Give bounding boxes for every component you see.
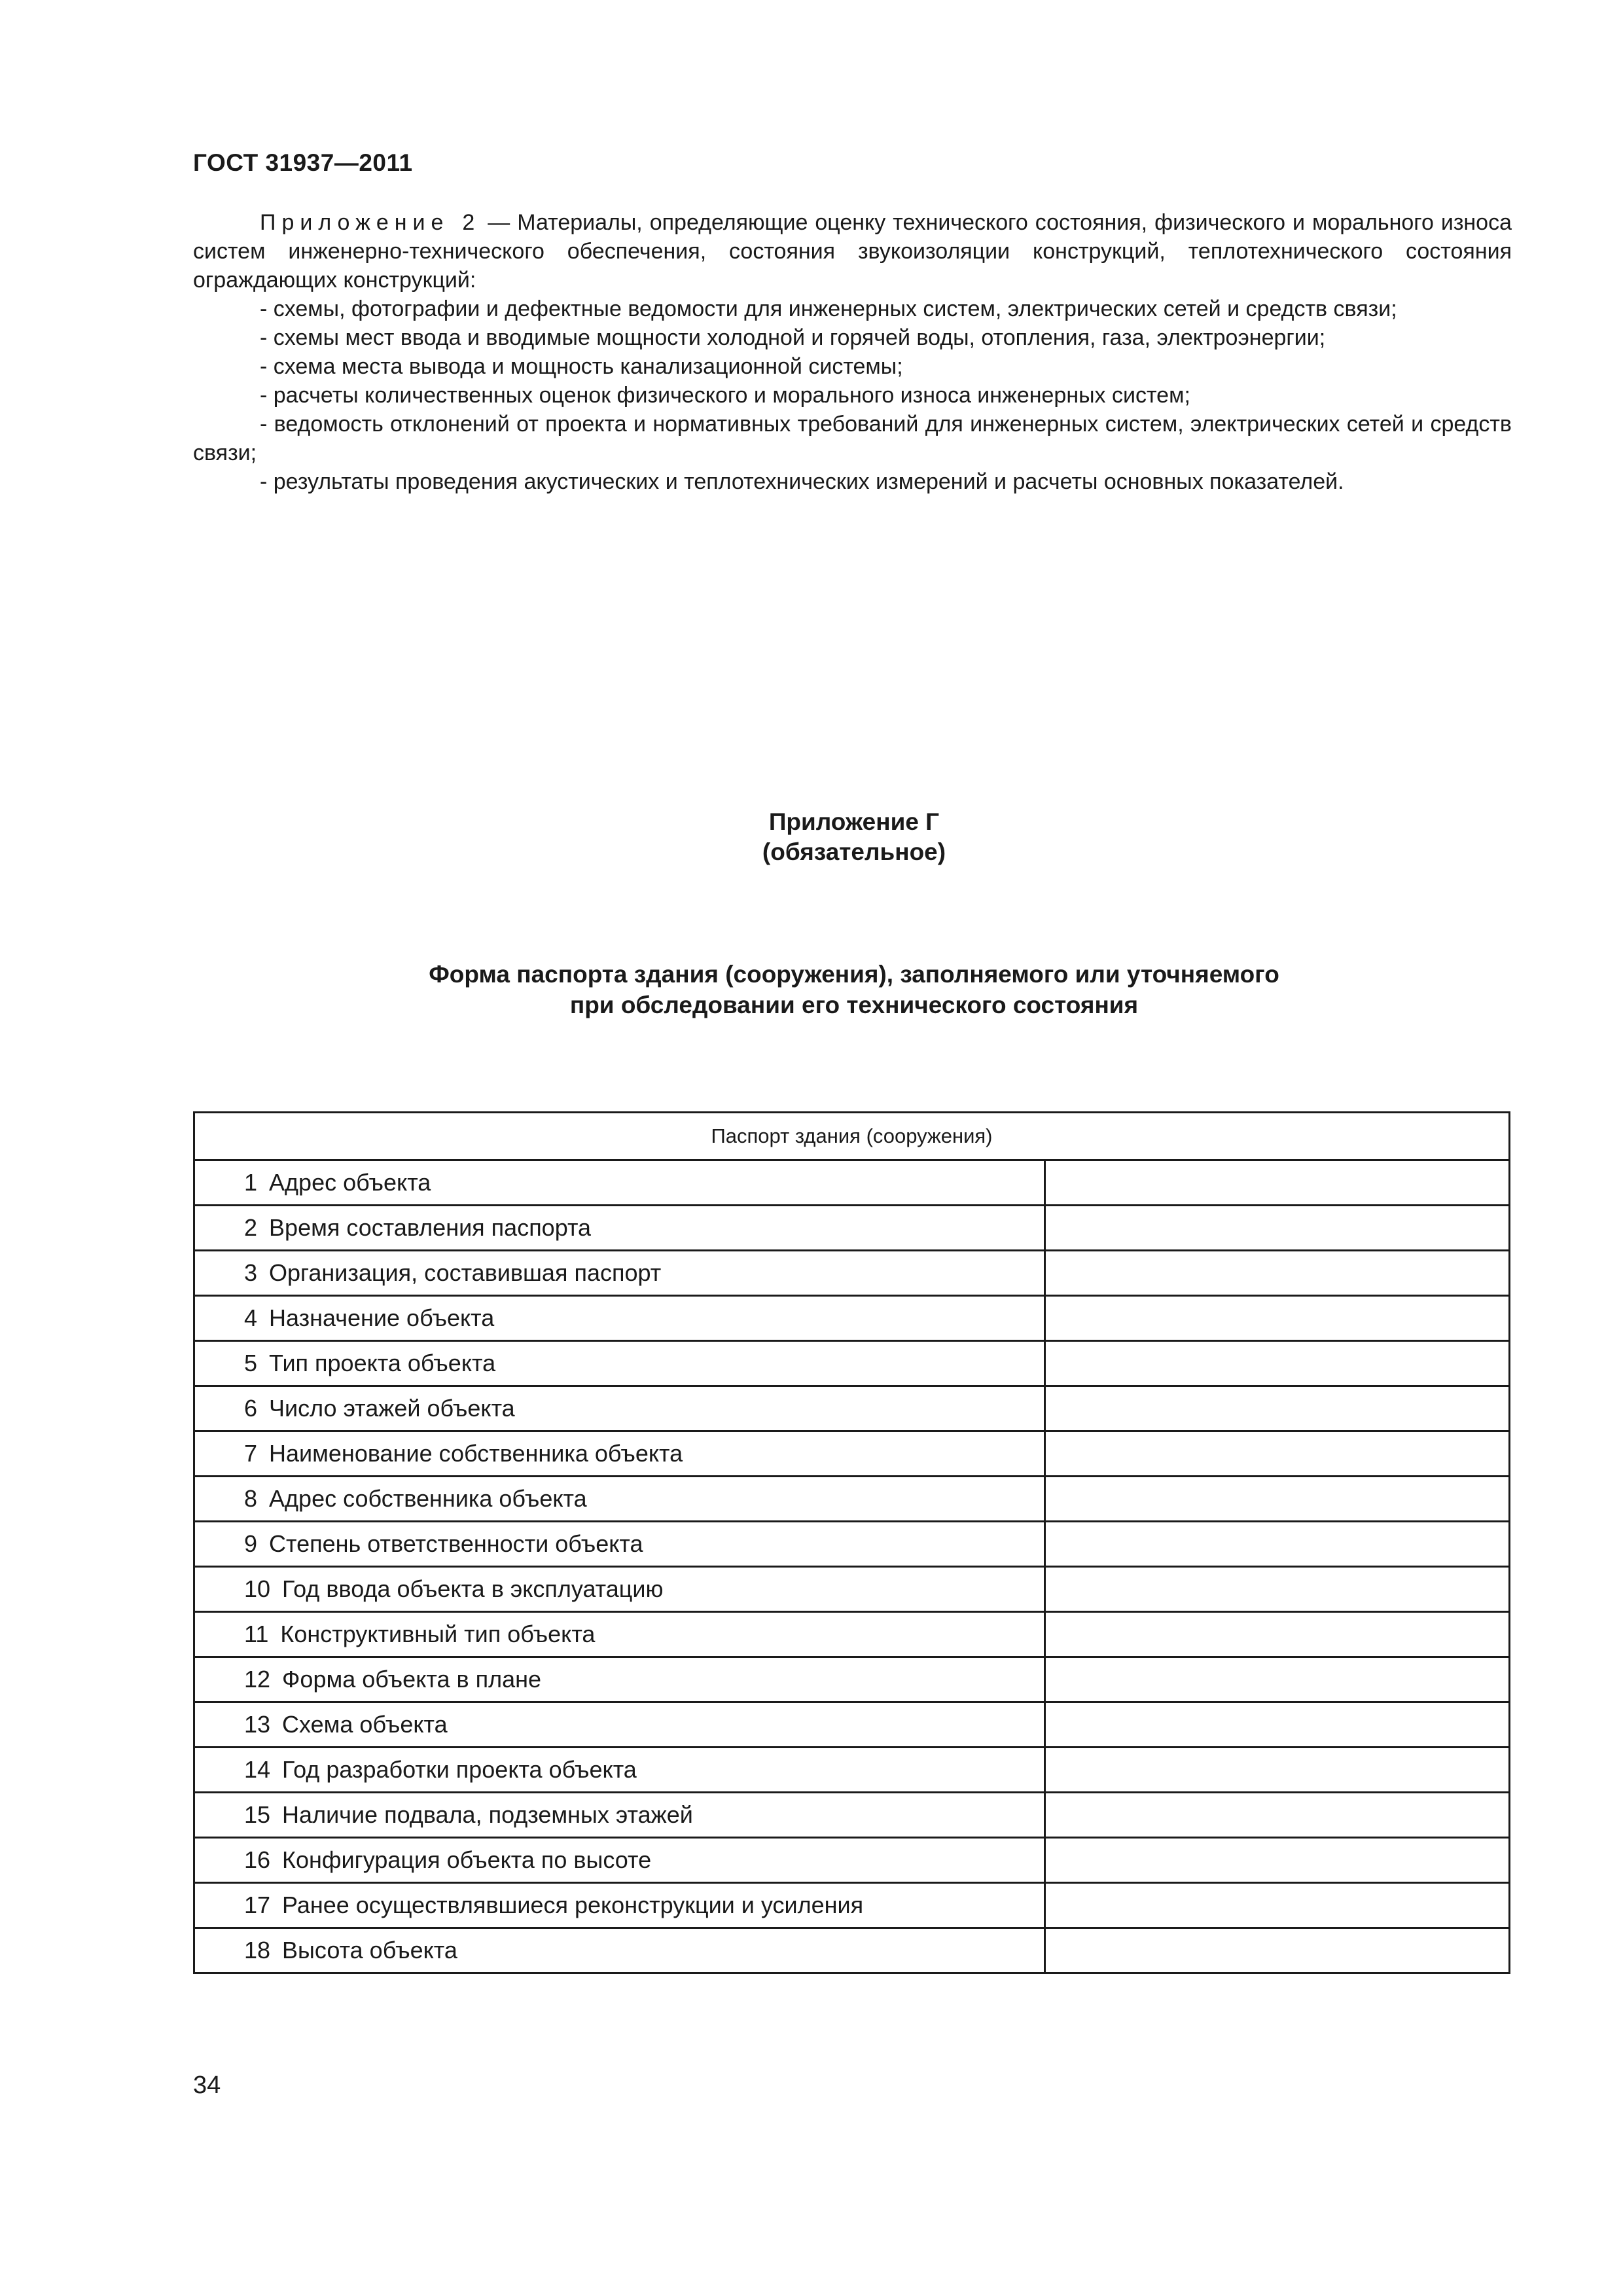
row-label: Высота объекта [282,1937,457,1964]
row-label: Год ввода объекта в эксплуатацию [282,1575,664,1602]
table-row [194,1838,1510,1883]
table-row [194,1567,1510,1612]
appendix-2-label: Приложение 2 [260,210,481,235]
form-title-line-2: при обследовании его технического состояния [569,992,1139,1018]
row-label-cell [194,1883,1045,1928]
bullet-item: - схема места вывода и мощность канализационной системы; [260,354,903,379]
row-label: Степень ответственности объекта [269,1530,643,1557]
row-number: 5 [244,1350,258,1376]
table-row [194,1431,1510,1477]
row-label-cell [194,1793,1045,1838]
passport-table-header: Паспорт здания (сооружения) [194,1113,1510,1160]
row-number: 6 [244,1395,258,1422]
table-row [194,1612,1510,1657]
row-number: 1 [244,1169,258,1196]
row-label: Организация, составившая паспорт [269,1259,662,1286]
bullet-item: - расчеты количественных оценок физического и морального износа инженерных систем; [260,383,1190,408]
row-number: 9 [244,1530,258,1557]
row-number: 14 [244,1756,271,1783]
row-value-cell[interactable] [1044,1251,1509,1296]
row-value-cell[interactable] [1044,1477,1509,1522]
row-label-cell [194,1838,1045,1883]
passport-table [193,1111,1510,1974]
row-label-cell [194,1928,1045,1973]
page-number: 34 [193,2072,221,2099]
table-row [194,1341,1510,1386]
row-value-cell[interactable] [1044,1206,1509,1251]
row-label: Ранее осуществлявшиеся реконструкции и усиления [282,1892,864,1918]
row-label: Время составления паспорта [269,1214,592,1241]
row-label: Год разработки проекта объекта [282,1756,637,1783]
row-label: Форма объекта в плане [282,1666,542,1693]
row-value-cell[interactable] [1044,1838,1509,1883]
row-value-cell[interactable] [1044,1567,1509,1612]
row-number: 17 [244,1892,271,1918]
row-number: 16 [244,1846,271,1873]
appendix-title: Приложение Г [768,808,940,835]
row-label: Конфигурация объекта по высоте [282,1846,652,1873]
row-number: 4 [244,1304,258,1331]
row-label-cell [194,1341,1045,1386]
row-label-cell [194,1431,1045,1477]
row-number: 12 [244,1666,271,1693]
row-label: Число этажей объекта [269,1395,515,1422]
row-label-cell [194,1748,1045,1793]
row-number: 18 [244,1937,271,1964]
appendix-2-materials [193,208,1512,496]
row-number: 3 [244,1259,258,1286]
table-row [194,1793,1510,1838]
row-label: Наличие подвала, подземных этажей [282,1801,693,1828]
row-label-cell [194,1612,1045,1657]
row-value-cell[interactable] [1044,1431,1509,1477]
row-value-cell[interactable] [1044,1702,1509,1748]
bullet-item: - ведомость отклонений от проекта и нормативных требований для инженерных систем, электрических сетей и средств связи; [193,412,1512,465]
row-value-cell[interactable] [1044,1160,1509,1206]
table-row [194,1477,1510,1522]
form-title-line-1: Форма паспорта здания (сооружения), заполняемого или уточняемого [429,961,1279,988]
table-row [194,1251,1510,1296]
row-value-cell[interactable] [1044,1748,1509,1793]
row-value-cell[interactable] [1044,1296,1509,1341]
row-label-cell [194,1386,1045,1431]
table-row [194,1160,1510,1206]
row-number: 10 [244,1575,271,1602]
row-value-cell[interactable] [1044,1793,1509,1838]
row-label: Назначение объекта [269,1304,495,1331]
table-row [194,1206,1510,1251]
passport-table-body [194,1160,1510,1973]
row-label: Тип проекта объекта [269,1350,496,1376]
row-label-cell [194,1160,1045,1206]
row-label-cell [194,1702,1045,1748]
table-row [194,1386,1510,1431]
row-number: 2 [244,1214,258,1241]
row-label: Наименование собственника объекта [269,1440,683,1467]
row-value-cell[interactable] [1044,1386,1509,1431]
table-row [194,1522,1510,1567]
row-number: 13 [244,1711,271,1738]
row-number: 7 [244,1440,258,1467]
row-label-cell [194,1657,1045,1702]
table-row [194,1702,1510,1748]
row-label: Конструктивный тип объекта [280,1621,596,1647]
row-number: 11 [244,1621,269,1647]
row-value-cell[interactable] [1044,1341,1509,1386]
bullet-item: - схемы мест ввода и вводимые мощности холодной и горячей воды, отопления, газа, электроэнергии; [260,325,1326,350]
row-label-cell [194,1567,1045,1612]
row-value-cell[interactable] [1044,1657,1509,1702]
appendix-2-description: — Материалы, определяющие оценку технического состояния, физического и морального износа систем инженерно-технического обеспечения, состояния звукоизоляции конструкций, теплотехнического состояния ограждающих конструкций: [193,210,1512,293]
row-label: Адрес собственника объекта [269,1485,587,1512]
table-row [194,1748,1510,1793]
standard-code: ГОСТ 31937—2011 [193,149,413,176]
table-row [194,1657,1510,1702]
row-label: Адрес объекта [269,1169,431,1196]
row-label-cell [194,1477,1045,1522]
row-value-cell[interactable] [1044,1612,1509,1657]
row-value-cell[interactable] [1044,1928,1509,1973]
row-number: 15 [244,1801,271,1828]
row-label-cell [194,1296,1045,1341]
row-value-cell[interactable] [1044,1883,1509,1928]
bullet-item: - схемы, фотографии и дефектные ведомости для инженерных систем, электрических сетей и средств связи; [260,296,1397,321]
bullet-item: - результаты проведения акустических и теплотехнических измерений и расчеты основных показателей. [260,469,1344,494]
table-row [194,1296,1510,1341]
row-label: Схема объекта [282,1711,448,1738]
row-label-cell [194,1251,1045,1296]
row-label-cell [194,1206,1045,1251]
row-label-cell [194,1522,1045,1567]
appendix-status: (обязательное) [762,838,946,865]
table-row [194,1883,1510,1928]
appendix-2-lead [193,208,1512,295]
row-value-cell[interactable] [1044,1522,1509,1567]
table-row [194,1928,1510,1973]
row-number: 8 [244,1485,258,1512]
